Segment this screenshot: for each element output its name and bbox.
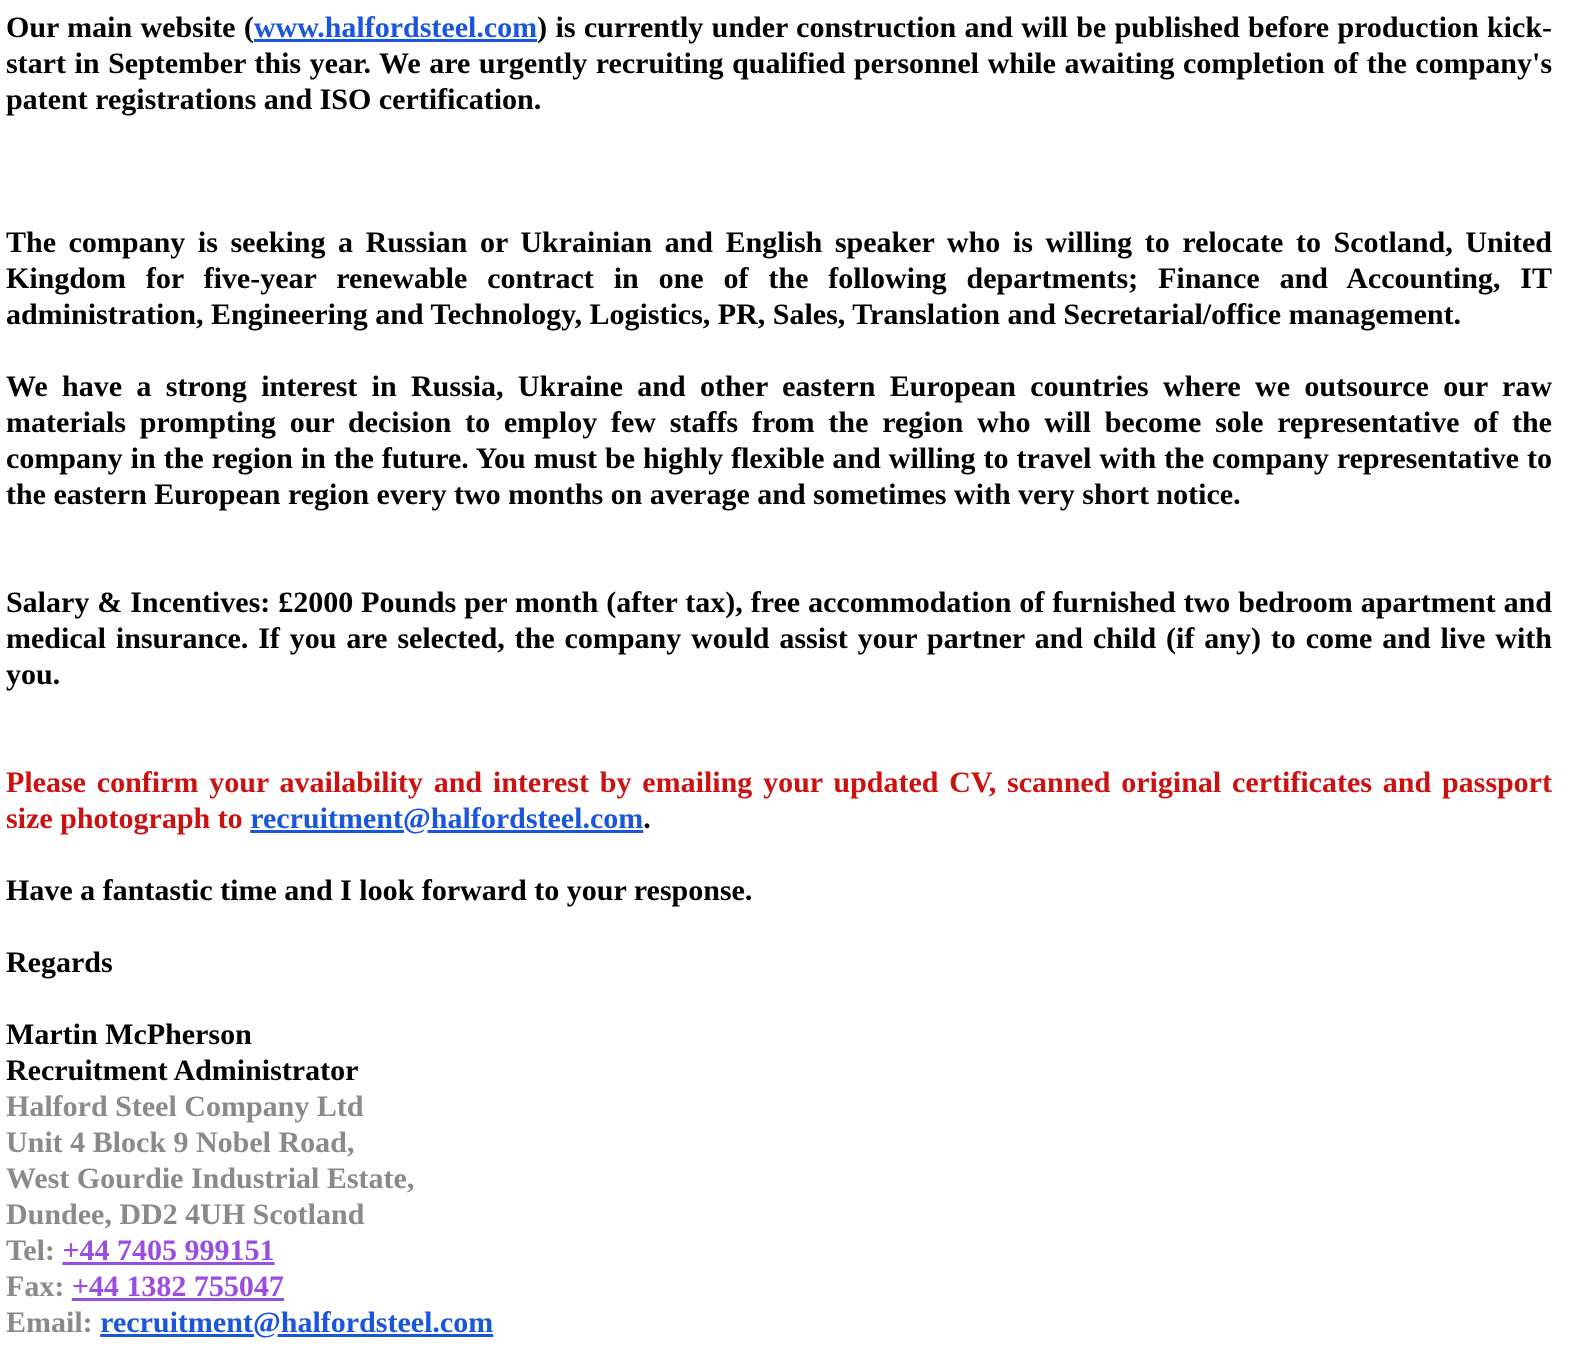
cta-period: .: [643, 802, 651, 835]
region-interest-paragraph: We have a strong interest in Russia, Ukraine and other eastern European countries where we outsource our raw materials prompting our decision to employ few staffs from the region who will become sole representative of the company in the region in the future. You must be highly flexible and willing to travel with the company representative to the eastern European region every two months on average and sometimes with very short notice.: [6, 370, 1552, 511]
signature-address-line-2: West Gourdie Industrial Estate,: [6, 1162, 415, 1195]
tel-label: Tel:: [6, 1234, 63, 1267]
spacer: [6, 513, 1552, 585]
signature-fax-row: [6, 1269, 1552, 1305]
cta-text: Please confirm your availability and interest by emailing your updated CV, scanned original certificates and passport size photograph to: [6, 766, 1552, 835]
signature-address-line-3: Dundee, DD2 4UH Scotland: [6, 1198, 365, 1231]
signature-email-link[interactable]: recruitment@halfordsteel.com: [100, 1306, 494, 1339]
job-description-paragraph: The company is seeking a Russian or Ukrainian and English speaker who is willing to relocate to Scotland, United Kingdom for five-year renewable contract in one of the following departments; Finance and Accounting, IT administration, Engineering and Technology, Logistics, PR, Sales, Translation and Secretarial/office management.: [6, 226, 1552, 331]
email-label: Email:: [6, 1306, 101, 1339]
spacer: [6, 837, 1552, 873]
tel-link[interactable]: +44 7405 999151: [62, 1234, 275, 1267]
call-to-action-paragraph: [6, 765, 1552, 837]
signature-company: Halford Steel Company Ltd: [6, 1090, 364, 1123]
intro-paragraph: [6, 10, 1552, 118]
signature-block: [6, 1017, 1552, 1341]
signature-tel-row: [6, 1233, 1552, 1269]
spacer: [6, 118, 1552, 225]
regards-line: Regards: [6, 946, 113, 979]
spacer: [6, 909, 1552, 945]
intro-text-before: Our main website (: [6, 11, 254, 44]
spacer: [6, 981, 1552, 1017]
closing-line: Have a fantastic time and I look forward to your response.: [6, 874, 753, 907]
signature-name: Martin McPherson: [6, 1018, 252, 1051]
cta-email-link[interactable]: recruitment@halfordsteel.com: [250, 802, 644, 835]
intro-text-after: ) is currently under construction and will be published before production kick-start in September this year. We are urgently recruiting qualified personnel while awaiting completion of the company's patent registrations and ISO certification.: [6, 11, 1552, 116]
spacer: [6, 693, 1552, 765]
signature-address-line-1: Unit 4 Block 9 Nobel Road,: [6, 1126, 355, 1159]
signature-title: Recruitment Administrator: [6, 1054, 359, 1087]
spacer: [6, 333, 1552, 369]
signature-email-row: [6, 1305, 1552, 1341]
email-body: [6, 10, 1552, 1341]
salary-paragraph: Salary & Incentives: £2000 Pounds per month (after tax), free accommodation of furnished two bedroom apartment and medical insurance. If you are selected, the company would assist your partner and child (if any) to come and live with you.: [6, 586, 1552, 691]
fax-link[interactable]: +44 1382 755047: [71, 1270, 284, 1303]
fax-label: Fax:: [6, 1270, 72, 1303]
website-link[interactable]: www.halfordsteel.com: [253, 11, 538, 44]
